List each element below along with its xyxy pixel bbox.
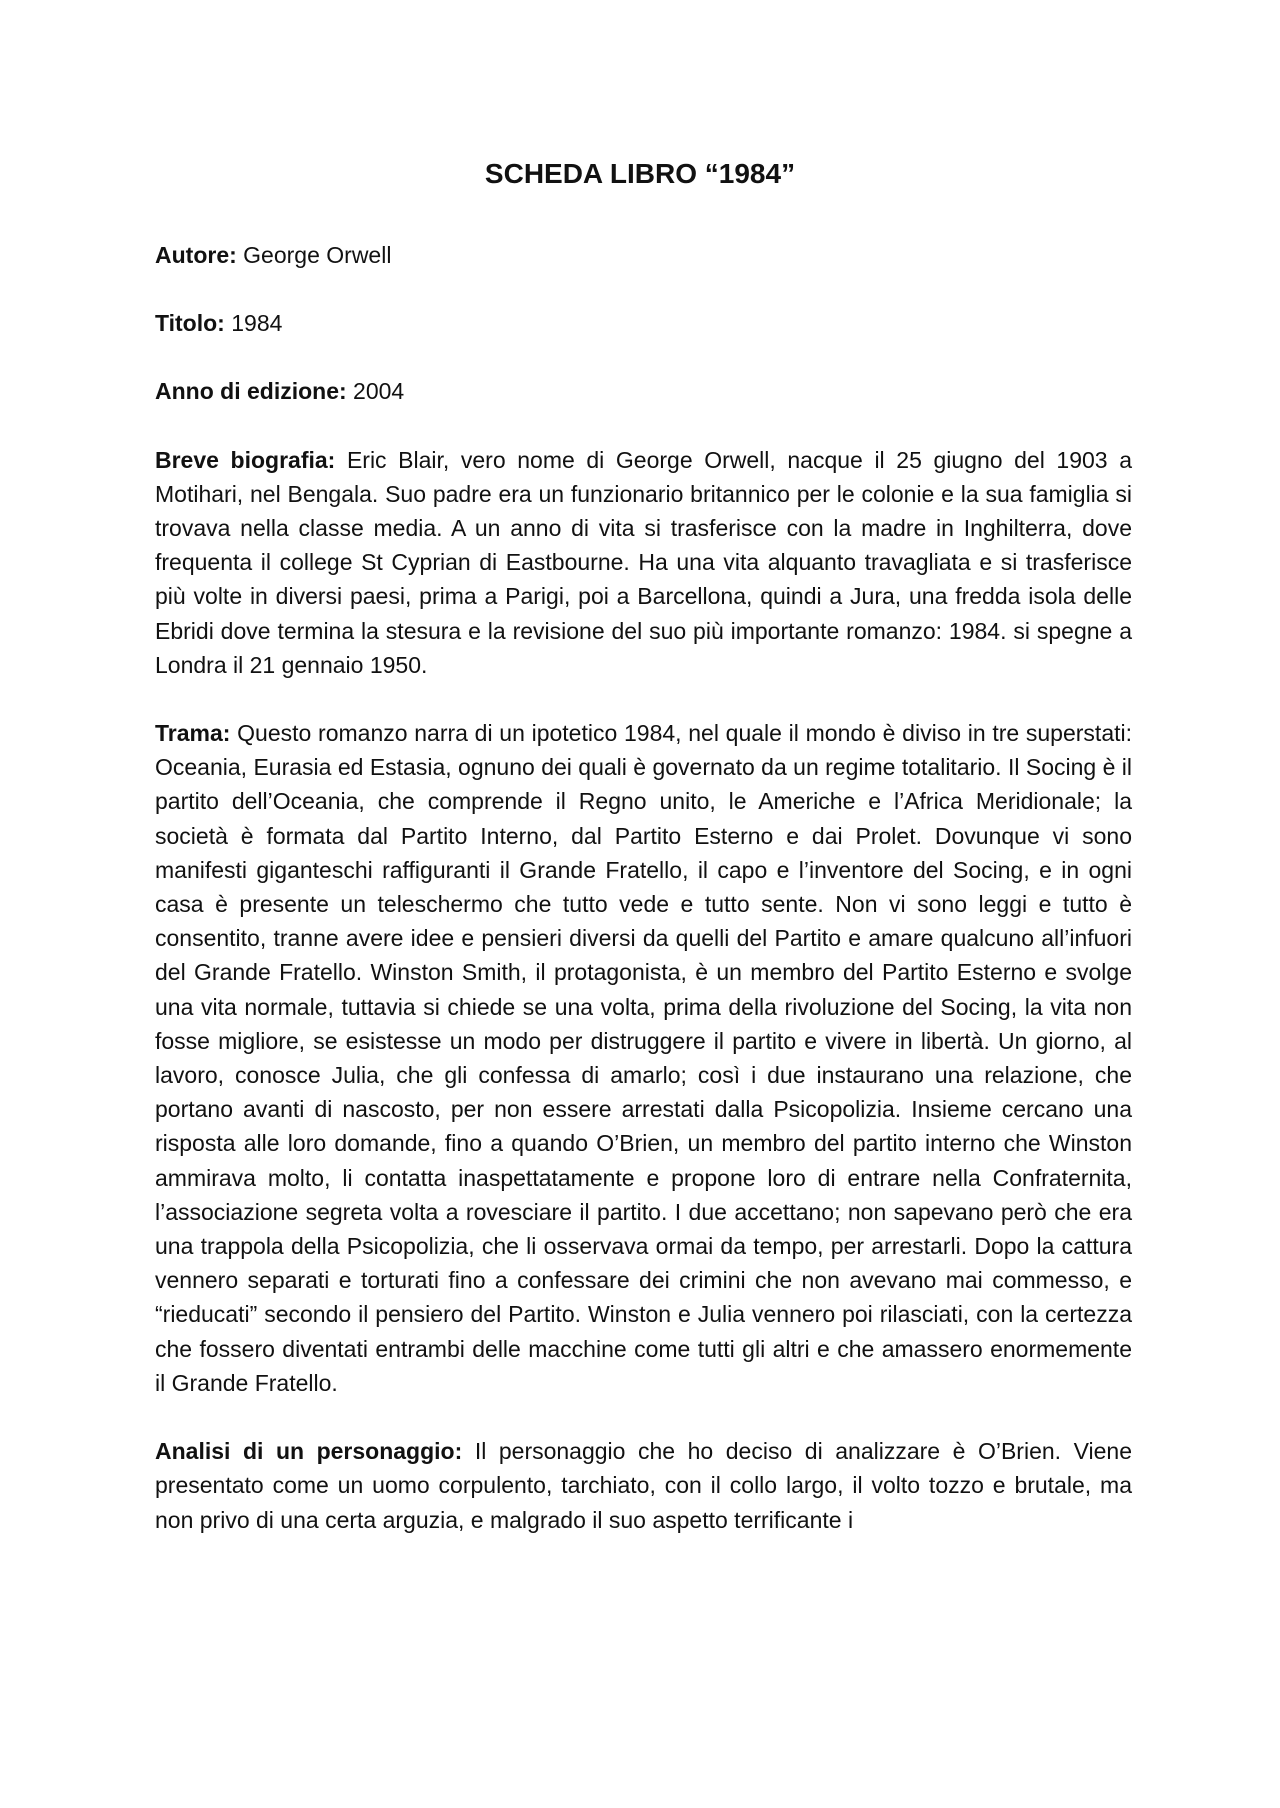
field-character-analysis — [155, 1434, 1132, 1537]
field-biography-label: Breve biografia: — [155, 446, 336, 473]
field-character-analysis-value: Il personaggio che ho deciso di analizzare è O’Brien. Viene presentato come un uomo corpulento, tarchiato, con il collo largo, il volto tozzo e brutale, ma non privo di una certa arguzia, e malgrado il suo aspetto terrificante i — [155, 1438, 1132, 1533]
field-biography-value: Eric Blair, vero nome di George Orwell, nacque il 25 giugno del 1903 a Motihari, nel Bengala. Suo padre era un funzionario britannico per le colonie e la sua famiglia si trovava nella classe media. A un anno di vita si trasferisce con la madre in Inghilterra, dove frequenta il college St Cyprian di Eastbourne. Ha una vita alquanto travagliata e si trasferisce più volte in diversi paesi, prima a Parigi, poi a Barcellona, quindi a Jura, una fredda isola delle Ebridi dove termina la stesura e la revisione del suo più importante romanzo: 1984. si spegne a Londra il 21 gennaio 1950. — [155, 446, 1132, 678]
field-plot-value: Questo romanzo narra di un ipotetico 1984, nel quale il mondo è diviso in tre superstati: Oceania, Eurasia ed Estasia, ognuno dei quali è governato da un regime totalitario. Il Socing è il partito dell’Oceania, che comprende il Regno unito, le Americhe e l’Africa Meridionale; la società è formata dal Partito Interno, dal Partito Esterno e dai Prolet. Dovunque vi sono manifesti giganteschi raffiguranti il Grande Fratello, il capo e l’inventore del Socing, e in ogni casa è presente un teleschermo che tutto vede e tutto sente. Non vi sono leggi e tutto è consentito, tranne avere idee e pensieri diversi da quelli del Partito e amare qualcuno all’infuori del Grande Fratello. Winston Smith, il protagonista, è un membro del Partito Esterno e svolge una vita normale, tuttavia si chiede se una volta, prima della rivoluzione del Socing, la vita non fosse migliore, se esistesse un modo per distruggere il partito e vivere in libertà. Un giorno, al lavoro, conosce Julia, che gli confessa di amarlo; così i due instaurano una relazione, che portano avanti di nascosto, per non essere arrestati dalla Psicopolizia. Insieme cercano una risposta alle loro domande, fino a quando O’Brien, un membro del partito interno che Winston ammirava molto, li contatta inaspettatamente e propone loro di entrare nella Confraternita, l’associazione segreta volta a rovesciare il partito. I due accettano; non sapevano però che era una trappola della Psicopolizia, che li osservava ormai da tempo, per arrestarli. Dopo la cattura vennero separati e torturati fino a confessare dei crimini che non avevano mai commesso, e “rieducati” secondo il pensiero del Partito. Winston e Julia vennero poi rilasciati, con la certezza che fossero diventati entrambi delle macchine come tutti gli altri e che amassero enormemente il Grande Fratello. — [155, 720, 1132, 1396]
field-character-analysis-label: Analisi di un personaggio: — [155, 1438, 463, 1465]
field-edition-year-label: Anno di edizione: — [155, 378, 347, 405]
document-title: SCHEDA LIBRO “1984” — [484, 158, 796, 189]
field-author-label: Autore: — [155, 242, 237, 268]
field-edition-year — [155, 374, 1132, 408]
field-title-label: Titolo: — [155, 310, 225, 337]
field-plot — [155, 716, 1132, 1400]
document-body — [155, 238, 1132, 1571]
field-title-value: 1984 — [231, 310, 283, 337]
field-title — [155, 306, 1132, 340]
field-author — [155, 238, 1132, 272]
field-plot-label: Trama: — [155, 720, 231, 747]
field-author-value: George Orwell — [243, 242, 392, 268]
field-edition-year-value: 2004 — [353, 378, 405, 405]
field-biography — [155, 443, 1132, 682]
